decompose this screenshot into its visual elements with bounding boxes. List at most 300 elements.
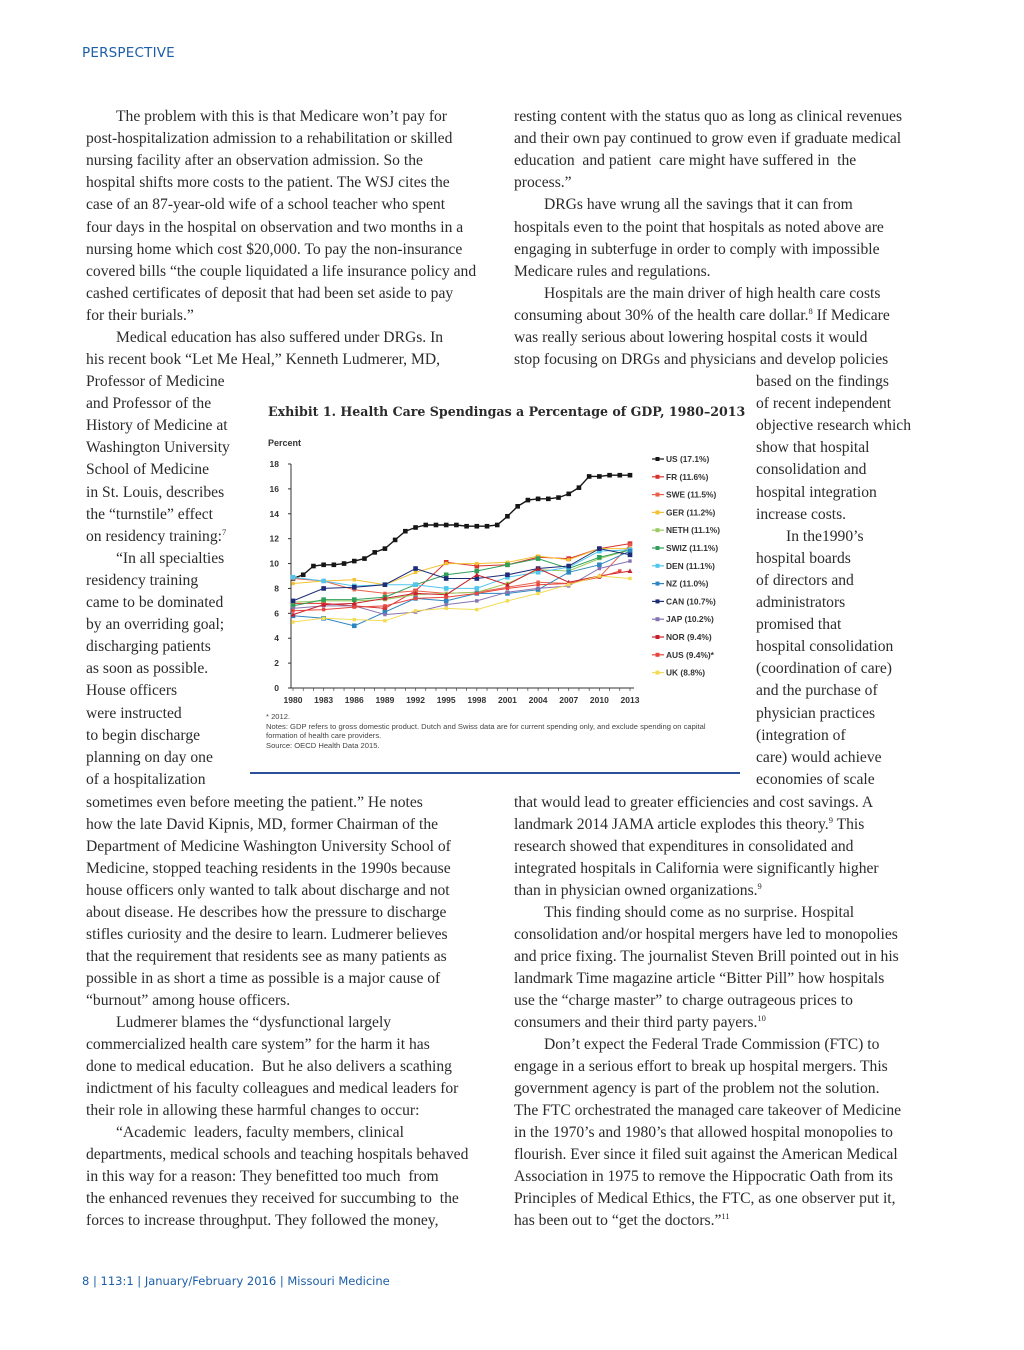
text-line bbox=[86, 174, 450, 192]
data-point bbox=[383, 613, 386, 616]
data-point bbox=[506, 590, 509, 593]
line-text: education and patient care might have suffered in the bbox=[514, 152, 857, 170]
text-line bbox=[756, 727, 846, 745]
line-text: hospital integration bbox=[756, 483, 877, 501]
text-line bbox=[86, 351, 440, 369]
legend-marker bbox=[656, 475, 660, 479]
citation-superscript: 8 bbox=[808, 305, 813, 316]
text-line bbox=[514, 174, 572, 192]
data-point bbox=[372, 550, 377, 555]
text-line bbox=[756, 638, 893, 656]
line-text: the “turnstile” effect bbox=[86, 505, 213, 523]
line-text: in St. Louis, describes bbox=[86, 483, 225, 501]
data-point bbox=[393, 538, 398, 543]
data-point bbox=[403, 529, 408, 534]
y-tick-label: 2 bbox=[274, 658, 279, 669]
line-text: were instructed bbox=[86, 704, 182, 722]
y-tick-label: 4 bbox=[274, 633, 279, 644]
data-point bbox=[362, 556, 367, 561]
line-text: how the late David Kipnis, MD, former Chairman of the bbox=[86, 816, 439, 833]
text-line bbox=[86, 948, 447, 966]
text-line bbox=[86, 130, 452, 148]
legend-label: UK (8.8%) bbox=[666, 667, 706, 678]
data-point bbox=[566, 492, 571, 497]
page-footer: 8 | 113:1 | January/February 2016 | Missouri Medicine bbox=[82, 1274, 390, 1288]
line-text: departments, medical schools and teaching hospitals behaved bbox=[86, 1146, 469, 1163]
text-line bbox=[514, 108, 902, 126]
data-point bbox=[383, 582, 388, 587]
x-tick-label: 2001 bbox=[497, 695, 517, 705]
line-text: In the1990’s bbox=[786, 527, 864, 545]
line-text: that would lead to greater efficiencies and cost savings. A bbox=[514, 794, 874, 811]
line-text: care) would achieve bbox=[756, 748, 882, 766]
x-tick-label: 1983 bbox=[314, 695, 334, 705]
text-line bbox=[86, 417, 228, 435]
data-point bbox=[444, 576, 449, 581]
text-line bbox=[86, 860, 451, 878]
data-point bbox=[628, 543, 631, 546]
text-line bbox=[514, 263, 711, 281]
line-text: his recent book “Let Me Heal,” Kenneth Ludmerer, MD, bbox=[86, 351, 441, 369]
data-point bbox=[506, 599, 509, 602]
line-text: residency training bbox=[86, 571, 199, 589]
line-text-continued: This bbox=[832, 816, 865, 833]
x-tick-label: 2007 bbox=[559, 695, 579, 705]
chart-notes-continued: formation of health care providers. bbox=[266, 731, 382, 740]
text-line bbox=[86, 1168, 439, 1186]
line-text: of recent independent bbox=[756, 395, 892, 413]
line-text: stop focusing on DRGs and physicians and develop policies bbox=[514, 351, 889, 369]
y-tick-label: 0 bbox=[274, 683, 279, 693]
line-text: engaging in subterfuge in order to comply with impossible bbox=[514, 240, 880, 258]
line-text: “In all specialties bbox=[116, 549, 225, 567]
line-text: DRGs have wrung all the savings that it can from bbox=[544, 196, 853, 214]
line-text: resting content with the status quo as long as clinical revenues bbox=[514, 108, 903, 125]
text-line bbox=[544, 196, 853, 214]
x-tick-label: 1986 bbox=[344, 695, 364, 705]
text-line bbox=[514, 948, 899, 966]
data-point bbox=[353, 605, 356, 608]
text-line bbox=[514, 241, 880, 259]
text-line bbox=[86, 152, 423, 170]
line-text: Association in 1975 to remove the Hippocratic Oath from its bbox=[514, 1168, 893, 1185]
line-text: commercialized health care system” for the harm it has bbox=[86, 1036, 430, 1053]
line-text: for their burials.” bbox=[86, 306, 194, 324]
data-point bbox=[567, 583, 570, 586]
y-axis-label: Percent bbox=[268, 438, 302, 448]
text-line bbox=[86, 439, 230, 457]
line-text: in the 1970’s and 1980’s that allowed hospital monopolies to bbox=[514, 1124, 893, 1141]
text-line bbox=[86, 882, 450, 900]
line-text: Don’t expect the Federal Trade Commission (FTC) to bbox=[544, 1036, 880, 1053]
line-text: and price fixing. The journalist Steven Brill pointed out in his bbox=[514, 948, 899, 965]
data-point bbox=[618, 569, 621, 572]
citation-superscript: 11 bbox=[721, 1211, 730, 1221]
line-text: house officers only wanted to talk about discharge and not bbox=[86, 882, 450, 899]
text-line bbox=[86, 484, 224, 502]
text-line bbox=[86, 1058, 452, 1076]
line-text: consolidation and bbox=[756, 461, 867, 479]
data-point bbox=[567, 558, 570, 561]
line-text: came to be dominated bbox=[86, 594, 224, 611]
data-point bbox=[475, 524, 480, 529]
text-line bbox=[756, 771, 875, 789]
x-tick-label: 1980 bbox=[283, 695, 303, 705]
legend-label: JAP (10.2%) bbox=[666, 614, 714, 625]
text-line bbox=[756, 749, 882, 767]
text-line bbox=[544, 1036, 879, 1054]
data-point bbox=[414, 571, 417, 574]
text-line bbox=[756, 572, 854, 590]
data-point bbox=[546, 497, 551, 502]
legend-marker bbox=[656, 599, 660, 603]
text-line bbox=[86, 660, 208, 678]
line-text: show that hospital bbox=[756, 439, 870, 457]
text-line bbox=[514, 1168, 893, 1186]
data-point bbox=[475, 562, 478, 565]
line-text: post-hospitalization admission to a rehabilitation or skilled bbox=[86, 130, 453, 148]
line-text: History of Medicine at bbox=[86, 417, 228, 435]
text-line bbox=[86, 572, 198, 590]
text-line bbox=[86, 1146, 468, 1164]
line-text: This finding should come as no surprise. Hospital bbox=[544, 904, 855, 921]
data-point bbox=[505, 572, 510, 577]
data-point bbox=[515, 504, 520, 509]
text-line bbox=[116, 108, 447, 126]
data-point bbox=[311, 564, 316, 569]
data-point bbox=[475, 592, 478, 595]
data-point bbox=[506, 587, 509, 590]
data-point bbox=[383, 619, 386, 622]
data-point bbox=[475, 586, 480, 591]
data-point bbox=[383, 592, 386, 595]
data-point bbox=[577, 485, 582, 490]
legend-marker bbox=[656, 653, 660, 657]
text-line bbox=[756, 682, 878, 700]
text-line bbox=[86, 1102, 419, 1120]
data-point bbox=[321, 563, 326, 568]
text-line bbox=[756, 660, 892, 678]
text-line bbox=[514, 1058, 888, 1076]
citation-superscript: 10 bbox=[757, 1013, 766, 1023]
data-point bbox=[628, 577, 631, 580]
data-point bbox=[321, 597, 326, 602]
line-text: nursing facility after an observation admission. So the bbox=[86, 152, 423, 170]
text-line bbox=[86, 992, 290, 1010]
chart-notes: Notes: GDP refers to gross domestic product. Dutch and Swiss data are for current spending only, and exclude spending on capital bbox=[266, 722, 706, 731]
line-text: increase costs. bbox=[756, 505, 847, 523]
text-line bbox=[756, 484, 877, 502]
data-point bbox=[352, 585, 357, 590]
line-text: sometimes even before meeting the patient.” He notes bbox=[86, 794, 423, 811]
data-point bbox=[353, 618, 356, 621]
data-point bbox=[597, 563, 602, 568]
line-text: The problem with this is that Medicare won’t pay for bbox=[116, 108, 448, 125]
data-point bbox=[597, 474, 602, 479]
text-line bbox=[86, 528, 226, 546]
text-line bbox=[86, 373, 225, 391]
x-tick-label: 1992 bbox=[406, 695, 426, 705]
text-line bbox=[514, 970, 884, 988]
text-line bbox=[86, 1036, 430, 1054]
data-point bbox=[413, 566, 418, 571]
text-line bbox=[86, 926, 448, 944]
citation-superscript: 7 bbox=[221, 526, 227, 537]
text-line bbox=[756, 373, 889, 391]
line-text: of directors and bbox=[756, 571, 854, 589]
data-point bbox=[413, 582, 418, 587]
line-text: Ludmerer blames the “dysfunctional largely bbox=[116, 1014, 392, 1031]
text-line bbox=[544, 285, 880, 303]
data-point bbox=[536, 556, 541, 561]
line-text: (integration of bbox=[756, 726, 846, 744]
line-text: landmark 2014 JAMA article explodes this theory. bbox=[514, 816, 829, 833]
text-line bbox=[514, 1212, 730, 1230]
x-tick-label: 1995 bbox=[436, 695, 456, 705]
text-line bbox=[116, 1124, 404, 1142]
legend-marker bbox=[656, 671, 660, 675]
text-line bbox=[86, 838, 451, 856]
data-point bbox=[322, 617, 325, 620]
line-text: stifles curiosity and the desire to learn. Ludmerer believes bbox=[86, 926, 448, 943]
text-line bbox=[86, 196, 445, 214]
x-tick-label: 2010 bbox=[589, 695, 609, 705]
text-line bbox=[116, 329, 443, 347]
text-line bbox=[116, 1014, 391, 1032]
data-point bbox=[464, 524, 469, 529]
line-text: hospital shifts more costs to the patient. The WSJ cites the bbox=[86, 174, 450, 192]
legend-label: FR (11.6%) bbox=[666, 471, 709, 482]
text-line bbox=[514, 1014, 766, 1032]
line-text: Hospitals are the main driver of high health care costs bbox=[544, 284, 881, 302]
text-line bbox=[756, 461, 866, 479]
text-line bbox=[514, 860, 879, 878]
legend-label: GER (11.2%) bbox=[666, 507, 716, 518]
text-line bbox=[514, 219, 884, 237]
line-text: Medicine, stopped teaching residents in the 1990s because bbox=[86, 860, 451, 877]
text-line bbox=[86, 263, 476, 281]
line-text: physician practices bbox=[756, 704, 876, 722]
data-point bbox=[598, 567, 601, 570]
data-point bbox=[321, 586, 326, 591]
line-text: four days in the hospital on observation and two months in a bbox=[86, 218, 464, 236]
line-text: hospital consolidation bbox=[756, 638, 894, 656]
line-text: research showed that expenditures in consolidated and bbox=[514, 838, 854, 855]
legend-label: US (17.1%) bbox=[666, 454, 710, 464]
data-point bbox=[414, 609, 417, 612]
text-line bbox=[756, 705, 875, 723]
text-line bbox=[514, 1080, 880, 1098]
line-text: the enhanced revenues they received for succumbing to the bbox=[86, 1190, 459, 1207]
data-point bbox=[536, 583, 539, 586]
line-text: in this way for a reason: They benefitted too much from bbox=[86, 1168, 439, 1185]
data-point bbox=[352, 623, 357, 628]
text-line bbox=[86, 1190, 459, 1208]
text-line bbox=[756, 506, 846, 524]
line-text: consuming about 30% of the health care dollar. bbox=[514, 306, 809, 324]
text-line bbox=[514, 882, 762, 900]
data-point bbox=[505, 514, 510, 519]
text-line bbox=[514, 351, 888, 369]
data-point bbox=[322, 608, 325, 611]
text-line bbox=[86, 727, 200, 745]
text-line bbox=[514, 1124, 893, 1142]
data-point bbox=[475, 599, 478, 602]
line-text: done to medical education. But he also delivers a scathing bbox=[86, 1058, 452, 1075]
data-point bbox=[597, 546, 602, 551]
legend-label: NZ (11.0%) bbox=[666, 578, 709, 589]
line-text: Medicare rules and regulations. bbox=[514, 262, 711, 280]
line-text: House officers bbox=[86, 682, 178, 700]
series-line-fr bbox=[293, 544, 630, 609]
line-text: engage in a serious effort to break up hospital mergers. This bbox=[514, 1058, 888, 1075]
line-text: on residency training: bbox=[86, 527, 222, 545]
text-line bbox=[86, 816, 438, 834]
data-point bbox=[414, 597, 417, 600]
data-point bbox=[475, 608, 478, 611]
y-tick-label: 12 bbox=[269, 533, 279, 544]
line-text: as soon as possible. bbox=[86, 660, 209, 678]
text-line bbox=[86, 904, 446, 922]
line-text: Department of Medicine Washington University School of bbox=[86, 838, 451, 855]
text-line bbox=[86, 638, 211, 656]
text-line bbox=[514, 329, 867, 347]
line-text: planning on day one bbox=[86, 748, 213, 766]
y-tick-label: 8 bbox=[274, 583, 279, 594]
text-line bbox=[514, 152, 856, 170]
line-text: their role in allowing these harmful changes to occur: bbox=[86, 1102, 420, 1119]
legend-label: SWE (11.5%) bbox=[666, 489, 717, 500]
data-point bbox=[495, 523, 500, 528]
legend-label: DEN (11.1%) bbox=[666, 560, 715, 571]
line-text: “burnout” among house officers. bbox=[86, 992, 291, 1009]
text-line bbox=[86, 219, 463, 237]
line-text: hospital boards bbox=[756, 549, 851, 567]
text-line bbox=[86, 616, 224, 634]
line-text: economies of scale bbox=[756, 770, 875, 788]
data-point bbox=[628, 559, 631, 562]
line-text: than in physician owned organizations. bbox=[514, 882, 758, 899]
legend-marker bbox=[656, 635, 660, 639]
line-text: by an overriding goal; bbox=[86, 616, 225, 634]
x-tick-label: 1989 bbox=[375, 695, 395, 705]
line-text: process.” bbox=[514, 174, 572, 192]
data-point bbox=[536, 587, 539, 590]
x-tick-label: 2013 bbox=[620, 695, 640, 705]
data-point bbox=[444, 607, 447, 610]
text-line bbox=[514, 1102, 901, 1120]
text-line bbox=[86, 285, 453, 303]
chart-source: Source: OECD Health Data 2015. bbox=[266, 741, 380, 750]
line-text: (coordination of care) bbox=[756, 660, 892, 678]
series-line-swe bbox=[293, 545, 630, 594]
data-point bbox=[628, 569, 633, 574]
x-tick-label: 2004 bbox=[528, 695, 548, 705]
text-line bbox=[86, 771, 206, 789]
data-point bbox=[353, 578, 356, 581]
line-text: consolidation and/or hospital mergers have led to monopolies bbox=[514, 926, 898, 943]
y-tick-label: 18 bbox=[269, 459, 279, 469]
data-point bbox=[342, 561, 347, 566]
data-point bbox=[597, 555, 602, 560]
chart-title: Exhibit 1. Health Care Spendingas a Percentage of GDP, 1980–2013 bbox=[268, 404, 746, 419]
data-point bbox=[301, 572, 306, 577]
data-point bbox=[444, 599, 449, 604]
legend-marker bbox=[656, 457, 660, 461]
text-line bbox=[86, 461, 209, 479]
data-point bbox=[444, 523, 449, 528]
data-point bbox=[556, 495, 561, 500]
line-text: has been out to “get the doctors.” bbox=[514, 1212, 722, 1229]
text-line bbox=[86, 682, 177, 700]
line-text: indictment of his faculty colleagues and medical leaders for bbox=[86, 1080, 459, 1097]
line-text: promised that bbox=[756, 616, 842, 634]
text-line bbox=[86, 506, 213, 524]
data-point bbox=[291, 582, 294, 585]
text-line bbox=[86, 1212, 439, 1230]
data-point bbox=[505, 563, 510, 568]
data-point bbox=[628, 473, 633, 478]
line-text: flourish. Ever since it filed suit against the American Medical bbox=[514, 1146, 898, 1163]
data-point bbox=[536, 497, 541, 502]
text-line bbox=[756, 616, 841, 634]
data-point bbox=[607, 473, 612, 478]
chart-footnote: * 2012. bbox=[266, 712, 291, 721]
text-line bbox=[86, 749, 213, 767]
legend-marker bbox=[656, 564, 660, 568]
text-line bbox=[756, 594, 845, 612]
text-line bbox=[86, 705, 182, 723]
text-line bbox=[86, 970, 440, 988]
text-line bbox=[86, 1080, 458, 1098]
line-text: discharging patients bbox=[86, 638, 211, 656]
series-line-neth bbox=[293, 550, 630, 602]
legend-marker bbox=[656, 617, 660, 621]
data-point bbox=[587, 474, 592, 479]
line-text-continued: If Medicare bbox=[812, 306, 890, 324]
data-point bbox=[454, 523, 459, 528]
line-text: Professor of Medicine bbox=[86, 373, 225, 390]
data-point bbox=[566, 564, 571, 569]
text-line bbox=[786, 528, 864, 546]
y-tick-label: 10 bbox=[269, 558, 279, 569]
data-point bbox=[332, 563, 337, 568]
data-point bbox=[383, 604, 386, 607]
data-point bbox=[291, 575, 296, 580]
citation-superscript: 9 bbox=[757, 881, 762, 891]
legend-marker bbox=[656, 510, 660, 514]
text-line bbox=[86, 794, 423, 812]
legend-marker bbox=[656, 582, 660, 586]
line-text: possible in as short a time as possible is a major cause of bbox=[86, 970, 441, 987]
text-line bbox=[544, 904, 854, 922]
text-line bbox=[756, 417, 911, 435]
line-text: landmark Time magazine article “Bitter Pill” how hospitals bbox=[514, 970, 885, 987]
line-text: Washington University bbox=[86, 439, 230, 457]
line-text: based on the findings bbox=[756, 373, 889, 390]
data-point bbox=[291, 599, 296, 604]
data-point bbox=[566, 570, 571, 575]
line-text: of a hospitalization bbox=[86, 770, 206, 788]
y-tick-label: 14 bbox=[269, 508, 279, 519]
legend-label: NETH (11.1%) bbox=[666, 525, 720, 536]
text-line bbox=[514, 838, 853, 856]
legend-label: SWIZ (11.1%) bbox=[666, 543, 719, 553]
text-line bbox=[514, 1146, 898, 1164]
text-line bbox=[514, 1190, 896, 1208]
line-text: integrated hospitals in California were significantly higher bbox=[514, 860, 879, 877]
text-line bbox=[514, 307, 890, 325]
